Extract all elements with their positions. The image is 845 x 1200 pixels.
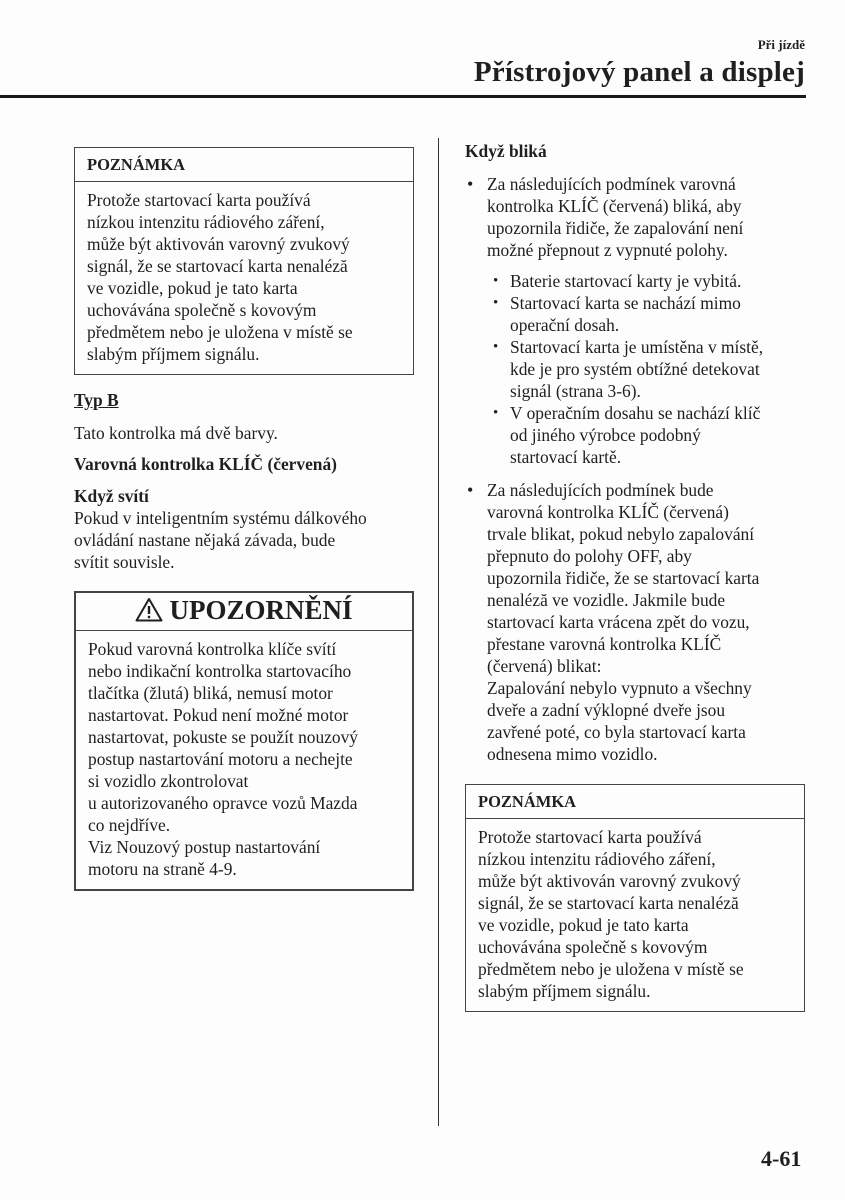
- text-line: Pokud varovná kontrolka klíče svítí: [88, 639, 337, 660]
- text-line: kde je pro systém obtížné detekovat: [510, 359, 760, 379]
- note-heading: POZNÁMKA: [75, 148, 413, 182]
- text-line: Viz Nouzový postup nastartování: [88, 837, 321, 858]
- text-line: • V operačním dosahu se nachází klíč: [510, 403, 761, 423]
- text-line: nízkou intenzitu rádiového záření,: [478, 849, 716, 869]
- when-lit-heading: Když svítí: [74, 486, 149, 506]
- text-line: svítit souvisle.: [74, 552, 175, 572]
- text-line: možné přepnout z vypnuté polohy.: [487, 240, 728, 260]
- note-heading: POZNÁMKA: [466, 785, 804, 819]
- text-line: postup nastartování motoru a nechejte: [88, 749, 353, 770]
- text-line: slabým příjmem signálu.: [87, 344, 260, 364]
- text-line: tlačítka (žlutá) bliká, nemusí motor: [88, 683, 333, 704]
- column-divider: [438, 138, 439, 1126]
- section-label: Při jízdě: [757, 37, 805, 52]
- text-line: Pokud v inteligentním systému dálkového: [74, 508, 367, 528]
- text-line: přepnuto do polohy OFF, aby: [487, 546, 692, 566]
- text-line: předmětem nebo je uložena v místě se: [478, 959, 744, 979]
- page-title: Přístrojový panel a displej: [473, 56, 805, 88]
- text-line: upozornila řidiče, že se startovací karta: [487, 568, 760, 588]
- left-column: [74, 147, 414, 891]
- text-line: motoru na straně 4-9.: [88, 859, 237, 880]
- text-line: uchovávána společně s kovovým: [478, 937, 708, 957]
- text-line: operační dosah.: [510, 315, 620, 335]
- text-line: • Baterie startovací karty je vybitá.: [510, 271, 742, 291]
- text-line: nastartovat, pokuste se použít nouzový: [88, 727, 358, 748]
- text-line: ve vozidle, pokud je tato karta: [478, 915, 689, 935]
- text-line: předmětem nebo je uložena v místě se: [87, 322, 353, 342]
- when-blinking-heading: Když bliká: [465, 141, 547, 161]
- caution-heading: [76, 593, 412, 631]
- type-heading: Typ B: [74, 390, 119, 410]
- text-line: Protože startovací karta používá: [478, 827, 702, 847]
- list-item: [487, 292, 805, 336]
- text-line: • Za následujících podmínek varovná: [487, 174, 736, 194]
- type-text: Tato kontrolka má dvě barvy.: [74, 423, 278, 443]
- text-line: startovací kartě.: [510, 447, 622, 467]
- text-line: Protože startovací karta používá: [87, 190, 311, 210]
- text-line: zavřené poté, co byla startovací karta: [487, 722, 746, 742]
- note-box: [465, 784, 805, 1012]
- text-line: si vozidlo zkontrolovat: [88, 771, 249, 792]
- text-line: odnesena mimo vozidlo.: [487, 744, 658, 764]
- text-line: slabým příjmem signálu.: [478, 981, 651, 1001]
- text-line: kontrolka KLÍČ (červená) bliká, aby: [487, 196, 742, 216]
- text-line: nenaléză ve vozidle. Jakmile bude: [487, 590, 726, 610]
- text-line: signál, že se startovací karta nenaléză: [87, 256, 348, 276]
- text-line: • Startovací karta je umístěna v místě,: [510, 337, 764, 357]
- caution-body: [76, 631, 412, 889]
- bullet-list: [465, 173, 805, 765]
- header-rule: [0, 95, 806, 98]
- note-body: [466, 819, 804, 1011]
- text-line: • Startovací karta se nachází mimo: [510, 293, 741, 313]
- text-line: Zapalování nebylo vypnuto a všechny: [487, 678, 752, 698]
- text-line: • Za následujících podmínek bude: [487, 480, 714, 500]
- text-line: startovací karta vrácena zpět do vozu,: [487, 612, 750, 632]
- text-line: signál, že se startovací karta nenaléză: [478, 893, 739, 913]
- list-item: [465, 479, 805, 765]
- right-column: [465, 140, 805, 1012]
- text-line: nastartovat. Pokud není možné motor: [88, 705, 349, 726]
- list-item: [487, 336, 805, 402]
- note-box: [74, 147, 414, 375]
- caution-title: UPOZORNĚNÍ: [169, 595, 353, 625]
- page-number: 4-61: [761, 1146, 802, 1171]
- warning-triangle-icon: [135, 597, 163, 624]
- text-line: co nejdříve.: [88, 815, 171, 836]
- text-line: dveře a zadní výklopné dveře jsou: [487, 700, 726, 720]
- text-line: přestane varovná kontrolka KLÍČ: [487, 634, 722, 654]
- warning-light-heading: Varovná kontrolka KLÍČ (červená): [74, 454, 337, 474]
- text-line: ve vozidle, pokud je tato karta: [87, 278, 298, 298]
- text-line: u autorizovaného opravce vozů Mazda: [88, 793, 358, 814]
- text-line: signál (strana 3-6).: [510, 381, 641, 401]
- caution-box: [74, 591, 414, 891]
- list-item: [487, 270, 805, 292]
- text-line: upozornila řidiče, že zapalování není: [487, 218, 744, 238]
- text-line: nízkou intenzitu rádiového záření,: [87, 212, 325, 232]
- text-line: uchovávána společně s kovovým: [87, 300, 317, 320]
- text-line: trvale blikat, pokud nebylo zapalování: [487, 524, 755, 544]
- text-line: od jiného výrobce podobný: [510, 425, 701, 445]
- sub-bullet-list: [487, 270, 805, 468]
- list-item: [487, 402, 805, 468]
- text-line: varovná kontrolka KLÍČ (červená): [487, 502, 729, 522]
- note-body: [75, 182, 413, 374]
- text-line: může být aktivován varovný zvukový: [478, 871, 741, 891]
- text-line: nebo indikační kontrolka startovacího: [88, 661, 352, 682]
- text-line: může být aktivován varovný zvukový: [87, 234, 350, 254]
- text-line: ovládání nastane nějaká závada, bude: [74, 530, 336, 550]
- text-line: (červená) blikat:: [487, 656, 602, 676]
- list-item: [465, 173, 805, 468]
